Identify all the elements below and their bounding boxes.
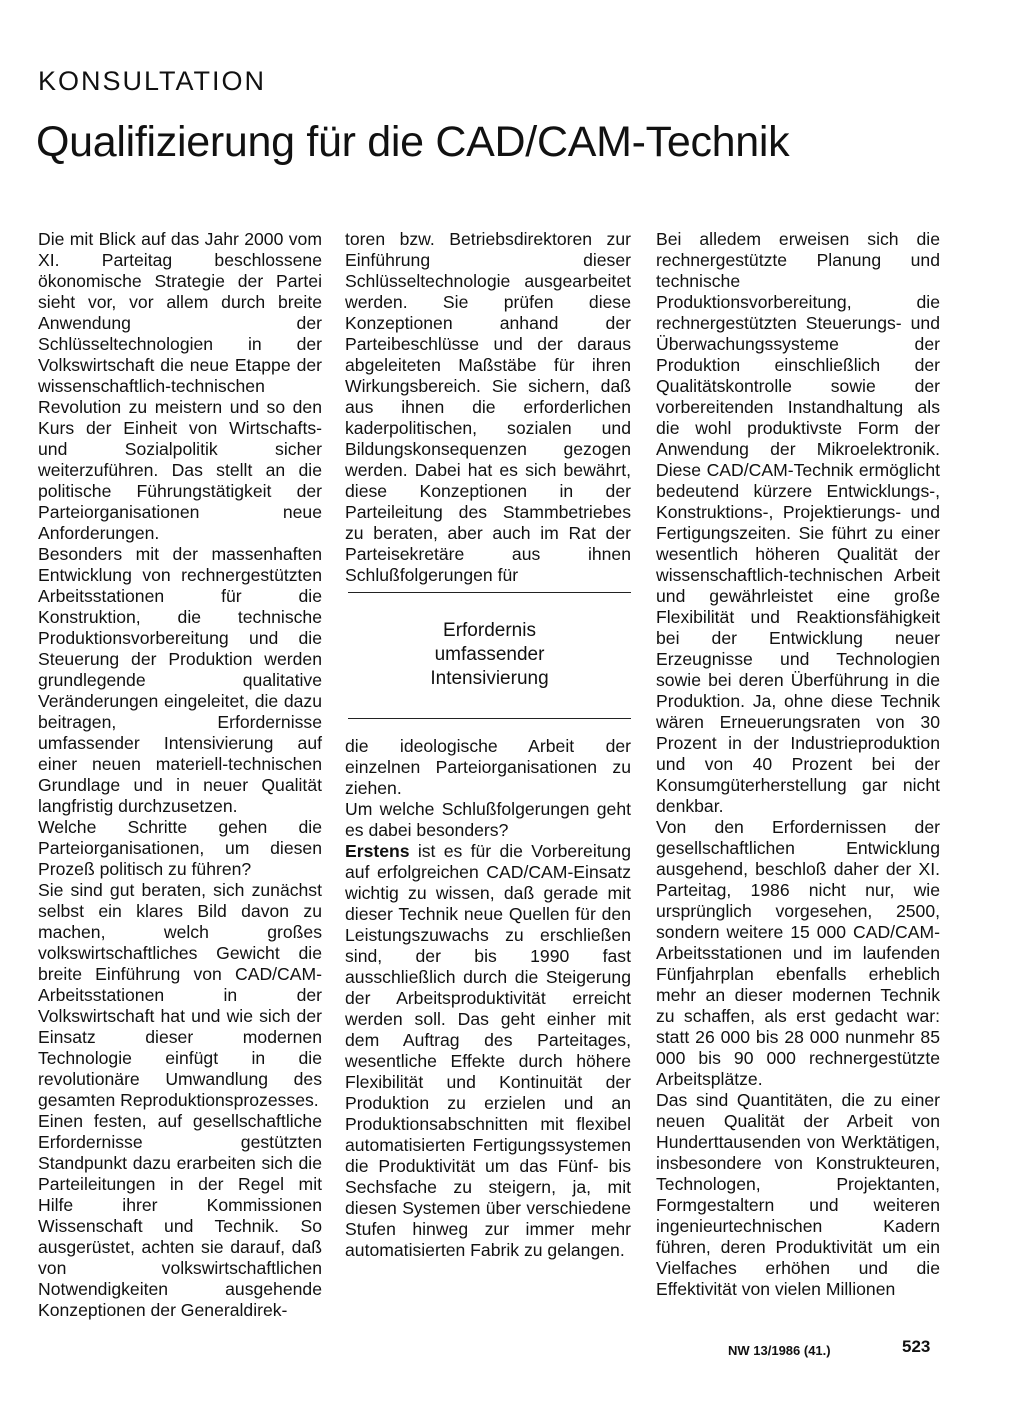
page-number: 523 — [902, 1337, 931, 1356]
paragraph: Von den Erfordernissen der gesellschaftlichen Entwicklung ausgehend, beschloß daher der XI. Parteitag, 1986 nicht nur, wie ursprünglich vorgesehen, 2500, sondern weitere 15 000 CAD/CAM-Arbeitsstationen und im laufenden Fünfjahrplan ebenfalls erheblich mehr an dieser modernen Technik zu schaffen, als erst gedacht war: statt 26 000 bis 28 000 nunmehr 85 000 bis 90 000 rechnergestützte Arbeitsplätze. — [656, 817, 940, 1089]
article-column-2-bottom — [345, 736, 631, 1261]
article-title: Qualifizierung für die CAD/CAM-Technik — [36, 118, 790, 166]
box-subheading-line: umfassender — [434, 644, 545, 665]
box-subheading-line: Intensivierung — [430, 668, 549, 689]
paragraph: Um welche Schlußfolgerungen geht es dabei besonders? — [345, 799, 631, 840]
lead-word: Erstens — [345, 841, 410, 861]
box-subheading-line: Erfordernis — [443, 620, 536, 641]
paragraph: Das sind Quantitäten, die zu einer neuen Qualität der Arbeit von Hunderttausenden von Werktätigen, insbesondere von Konstrukteuren, Technologen, Projektanten, Formgestaltern und weiteren ingenieurtechnischen Kadern führen, deren Produktivität um ein Vielfaches erhöhen und die Effektivität von vielen Millionen — [656, 1090, 940, 1299]
article-column-3 — [656, 229, 940, 1300]
paragraph-text: ist es für die Vorbereitung auf erfolgreichen CAD/CAM-Einsatz wichtig zu wissen, daß gerade mit dieser Technik neue Quellen für den Leistungszuwachs zu erschließen sind, der bis 1990 fast ausschließlich durch die Steigerung der Arbeitsproduktivität erreicht werden soll. Das geht einher mit dem Auftrag des Parteitages, wesentliche Effekte durch höhere Flexibilität und Kontinuität der Produktion zu erzielen und an Produktionsabschnitten mit flexibel automatisierten Fertigungssystemen die Produktivität um das Fünf- bis Sechsfache zu steigern, ja, mit diesen Systemen über verschiedene Stufen hinweg zur immer mehr automatisierten Fabrik zu gelangen. — [345, 841, 631, 1260]
paragraph: toren bzw. Betriebsdirektoren zur Einführung dieser Schlüsseltechnologie ausgearbeitet werden. Sie prüfen diese Konzeptionen anhand der Parteibeschlüsse und der daraus abgeleiteten Maßstäbe für ihren Wirkungsbereich. Sie sichern, daß aus ihnen die erforderlichen kaderpolitischen, sozialen und Bildungskonsequenzen gezogen werden. Dabei hat es sich bewährt, diese Konzeptionen in der Parteileitung des Stammbetriebes zu beraten, aber auch im Rat der Parteisekretäre aus ihnen Schlußfolgerungen für — [345, 229, 631, 585]
paragraph: Bei alledem erweisen sich die rechnergestützte Planung und technische Produktionsvorbereitung, die rechnergestützten Steuerungs- und Überwachungssysteme der Produktion einschließlich der Qualitätskontrolle sowie der vorbereitenden Instandhaltung als die wohl produktivste Form der Anwendung der Mikroelektronik. Diese CAD/CAM-Technik ermöglicht bedeutend kürzere Entwicklungs-, Konstruktions-, Projektierungs- und Fertigungszeiten. Sie führt zu einer wesentlich höheren Qualität der wissenschaftlich-technischen Arbeit und gewährleistet eine große Flexibilität und Reaktionsfähigkeit bei der Entwicklung neuer Erzeugnisse und Technologien sowie bei deren Überführung in die Produktion. Ja, ohne diese Technik wären Erneuerungsraten von 30 Prozent in der Industrieproduktion und von 40 Prozent bei der Konsumgüterherstellung gar nicht denkbar. — [656, 229, 940, 816]
paragraph: Sie sind gut beraten, sich zunächst selbst ein klares Bild davon zu machen, welch großes volkswirtschaftliches Gewicht die breite Einführung von CAD/CAM-Arbeitsstationen in der Volkswirtschaft hat und wie sich der Einsatz dieser modernen Technologie einfügt in die revolutionäre Umwandlung des gesamten Reproduktionsprozesses. — [38, 880, 322, 1110]
paragraph — [345, 841, 631, 1261]
issue-reference: NW 13/1986 (41.) — [728, 1343, 831, 1358]
box-subheading — [348, 619, 631, 691]
section-kicker: KONSULTATION — [38, 66, 267, 96]
paragraph: die ideologische Arbeit der einzelnen Parteiorganisationen zu ziehen. — [345, 736, 631, 798]
article-column-2-top — [345, 229, 631, 586]
article-column-1 — [38, 229, 322, 1321]
paragraph: Die mit Blick auf das Jahr 2000 vom XI. Parteitag beschlossene ökonomische Strategie der Partei sieht vor, vor allem durch breite Anwendung der Schlüsseltechnologien in der Volkswirtschaft die neue Etappe der wissenschaftlich-technischen Revolution zu meistern und so den Kurs der Einheit von Wirtschafts- und Sozialpolitik sicher weiterzuführen. Das stellt an die politische Führungstätigkeit der Parteiorganisationen neue Anforderungen. — [38, 229, 322, 543]
paragraph: Einen festen, auf gesellschaftliche Erfordernisse gestützten Standpunkt dazu erarbeiten sich die Parteileitungen in der Regel mit Hilfe ihrer Kommissionen Wissenschaft und Technik. So ausgerüstet, achten sie darauf, daß von volkswirtschaftlichen Notwendigkeiten ausgehende Konzeptionen der Generaldirek- — [38, 1111, 322, 1320]
paragraph: Welche Schritte gehen die Parteiorganisationen, um diesen Prozeß politisch zu führen? — [38, 817, 322, 879]
box-top-rule — [348, 592, 631, 593]
paragraph: Besonders mit der massenhaften Entwicklung von rechnergestützten Arbeitsstationen für die Konstruktion, die technische Produktionsvorbereitung und die Steuerung der Produktion werden grundlegende qualitative Veränderungen eingeleitet, die dazu beitragen, Erfordernisse umfassender Intensivierung auf einer neuen materiell-technischen Grundlage und in neuer Qualität langfristig durchzusetzen. — [38, 544, 322, 816]
box-bottom-rule — [348, 718, 631, 719]
